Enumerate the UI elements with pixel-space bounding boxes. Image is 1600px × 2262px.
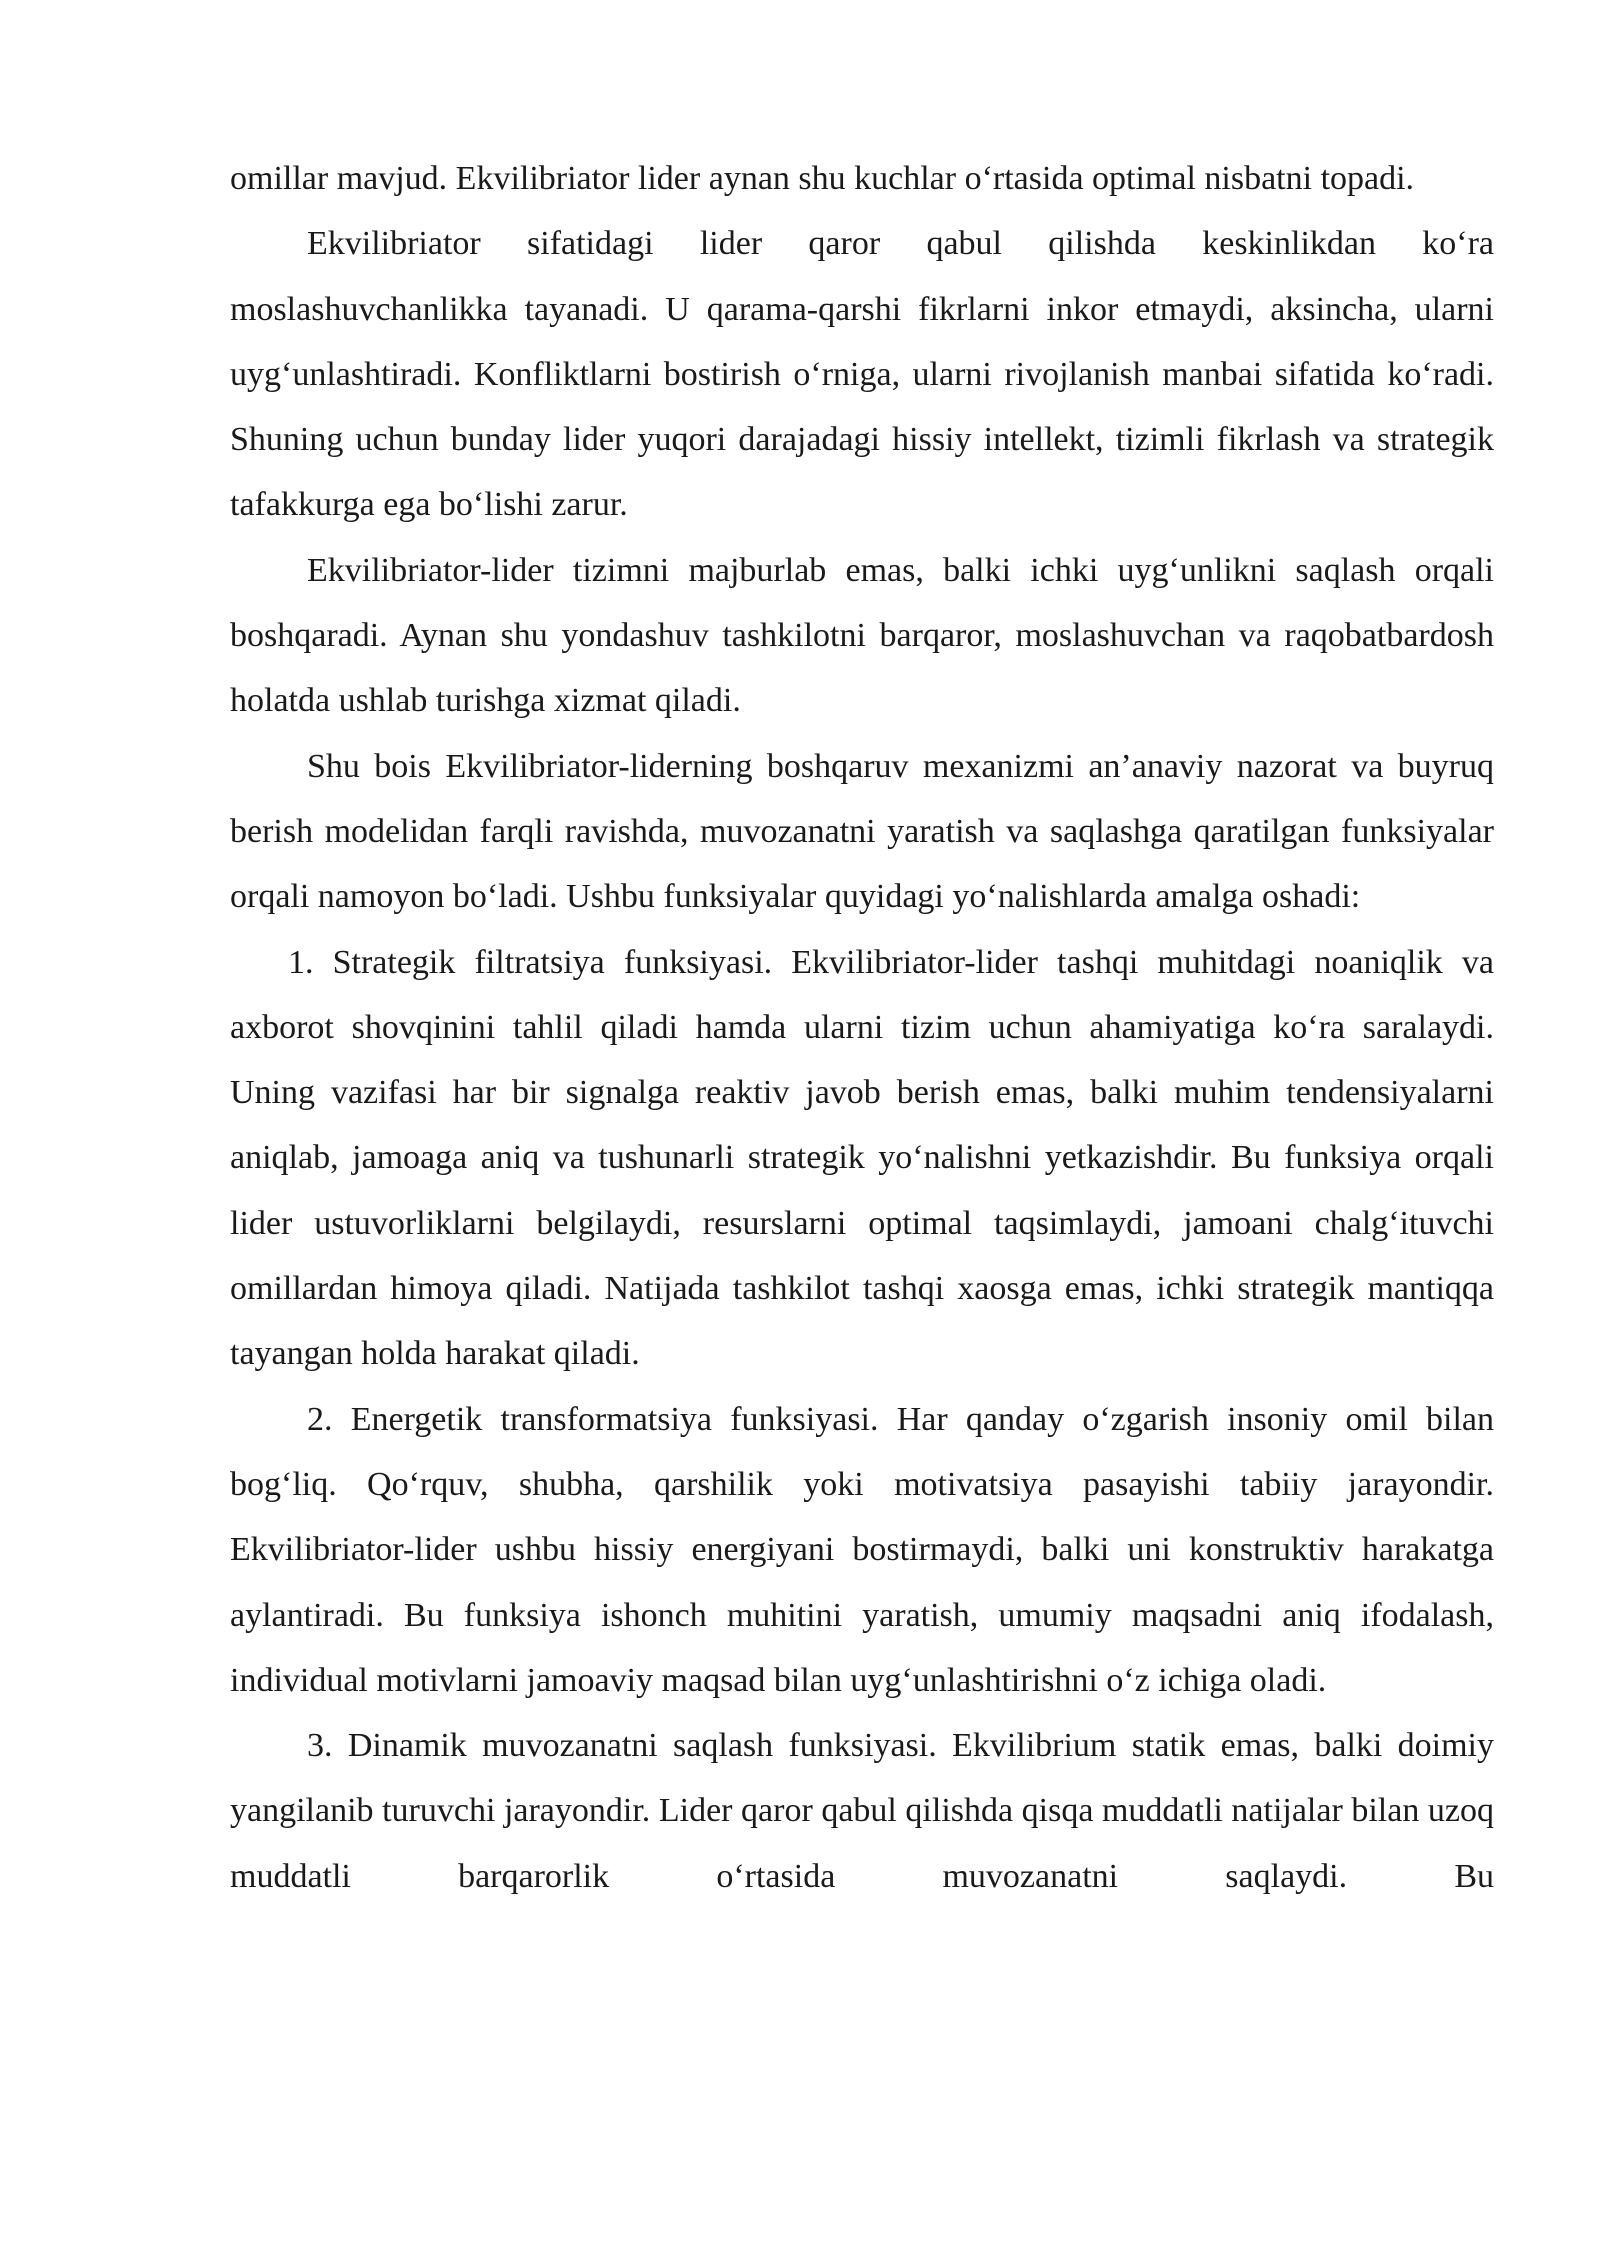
paragraph-continuation: omillar mavjud. Ekvilibriator lider aynan shu kuchlar o‘rtasida optimal nisbatni topadi.	[230, 160, 1415, 197]
paragraph-ekvilibriator-lider: Ekvilibriator sifatidagi lider qaror qabul qilishda keskinlikdan ko‘ra moslashuvchanlikka tayanadi. U qarama-qarshi fikrlarni inkor etmaydi, aksincha, ularni uyg‘unlashtiradi. Konfliktlarni bostirish o‘rniga, ularni rivojlanish manbai sifatida ko‘radi. Shuning uchun bunday lider yuqori darajadagi hissiy intellekt, tizimli fikrlash va strategik tafakkurga ega bo‘lishi zarur.	[230, 225, 1494, 524]
list-item-dinamik-muvozanat: 3. Dinamik muvozanatni saqlash funksiyasi. Ekvilibrium statik emas, balki doimiy yangilanib turuvchi jarayondir. Lider qaror qabul qilishda qisqa muddatli natijalar bilan uzoq muddatli barqarorlik o‘rtasida muvozanatni saqlaydi. Bu	[230, 1727, 1494, 1895]
list-item-strategik-filtratsiya: 1. Strategik filtratsiya funksiyasi. Ekvilibriator-lider tashqi muhitdagi noaniqlik va axborot shovqinini tahlil qiladi hamda ularni tizim uchun ahamiyatiga ko‘ra saralaydi. Uning vazifasi har bir signalga reaktiv javob berish emas, balki muhim tendensiyalarni aniqlab, jamoaga aniq va tushunarli strategik yo‘nalishni yetkazishdir. Bu funksiya orqali lider ustuvorliklarni belgilaydi, resurslarni optimal taqsimlaydi, jamoani chalg‘ituvchi omillardan himoya qiladi. Natijada tashkilot tashqi xaosga emas, ichki strategik mantiqqa tayangan holda harakat qiladi.	[230, 943, 1494, 1373]
list-item-energetik-transformatsiya: 2. Energetik transformatsiya funksiyasi. Har qanday o‘zgarish insoniy omil bilan bog‘liq. Qo‘rquv, shubha, qarshilik yoki motivatsiya pasayishi tabiiy jarayondir. Ekvilibriator-lider ushbu hissiy energiyani bostirmaydi, balki uni konstruktiv harakatga aylantiradi. Bu funksiya ishonch muhitini yaratish, umumiy maqsadni aniq ifodalash, individual motivlarni jamoaviy maqsad bilan uyg‘unlashtirishni o‘z ichiga oladi.	[230, 1400, 1494, 1699]
paragraph-boshqaruv-mexanizmi: Shu bois Ekvilibriator-liderning boshqaruv mexanizmi an’anaviy nazorat va buyruq berish modelidan farqli ravishda, muvozanatni yaratish va saqlashga qaratilgan funksiyalar orqali namoyon bo‘ladi. Ushbu funksiyalar quyidagi yo‘nalishlarda amalga oshadi:	[230, 747, 1494, 916]
document-page	[230, 146, 1494, 1909]
paragraph-tizim-boshqaruvi: Ekvilibriator-lider tizimni majburlab emas, balki ichki uyg‘unlikni saqlash orqali boshqaradi. Aynan shu yondashuv tashkilotni barqaror, moslashuvchan va raqobatbardosh holatda ushlab turishga xizmat qiladi.	[230, 551, 1494, 720]
